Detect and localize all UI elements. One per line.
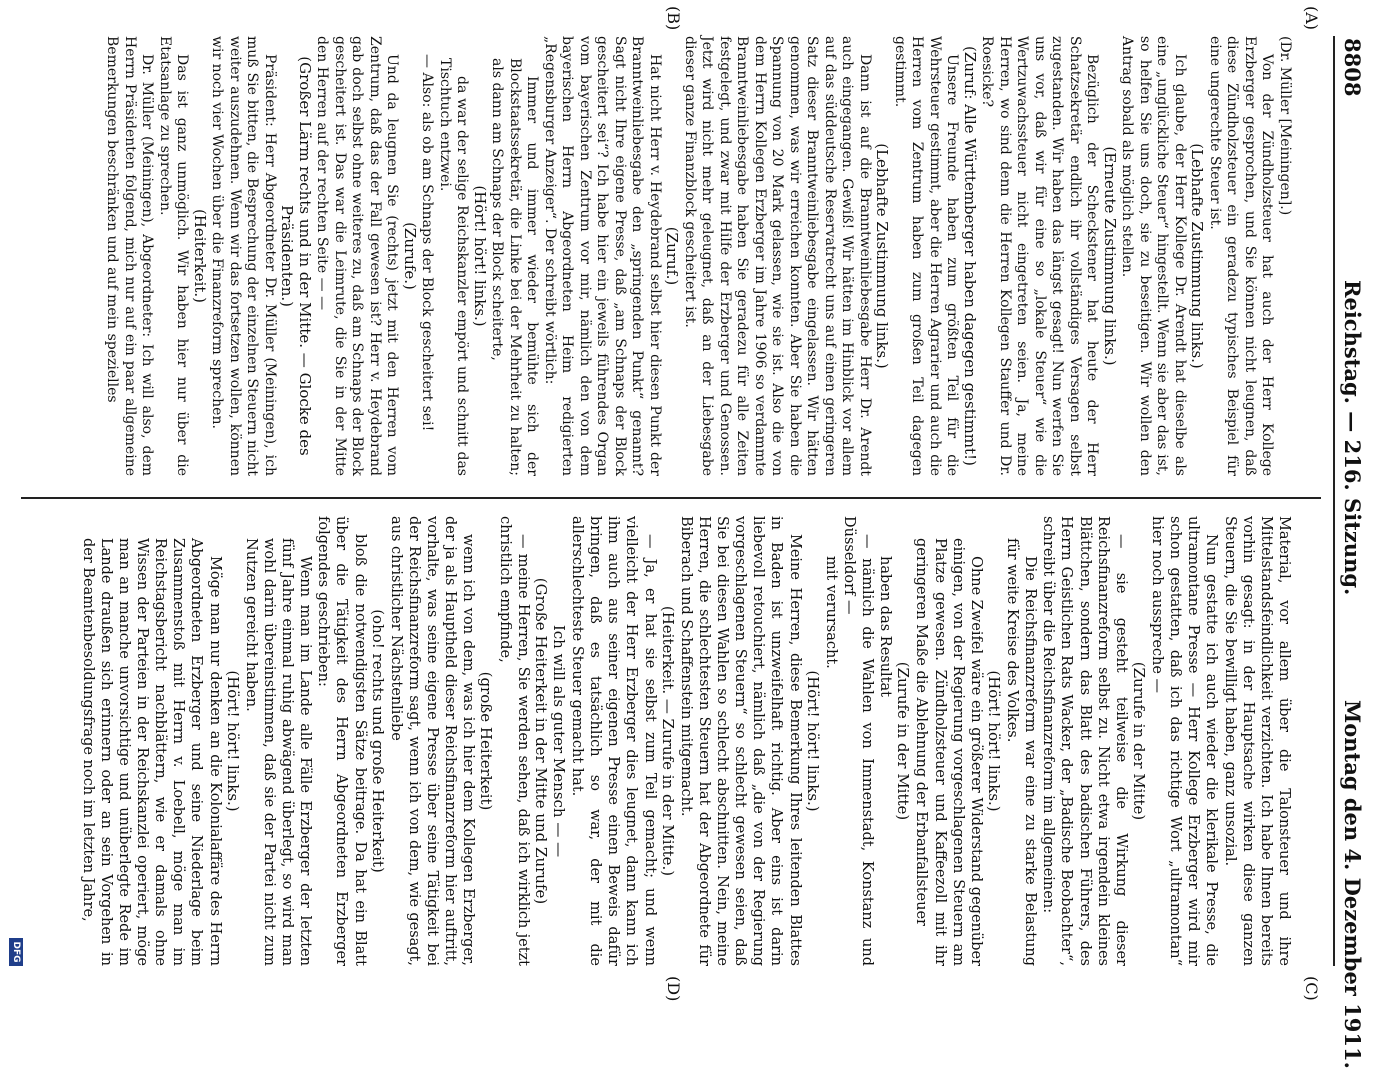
text-paragraph: Möge man nur denken an die Kolonialaffäre des Herrn Abgeordneten Erzberger und seine Niederlage beim Zusammenstoß mit Herrn v. Loebell, möge man im Reichstagsbericht nachblättern, wie er damals ohne Wissen der Parteien in der Reichskanzlei operiert, möge man an manche unvorsichtige und unüberlegte Rede im Lande draußen sich erinnern oder an sein Vorgehen in der Beamtenbesoldungsfrage noch im letzten Jahre, xyxy=(79,538,223,966)
left-text-column xyxy=(103,36,1293,476)
margin-marker-b: (B) xyxy=(664,6,683,31)
page-number: 8808 xyxy=(1340,38,1365,97)
interjection-note: (oho! rechts und große Heiterkeit) xyxy=(368,609,387,873)
text-paragraph: bloß die notwendigsten Sätze beitrage. Da hat ein Blatt über die Tätigkeit des Herrn Abgeordneten Erzberger folgendes geschrieben: xyxy=(315,516,368,966)
interjection-note: Ich will als guter Mensch — — xyxy=(550,624,568,858)
dfg-logo: DFG xyxy=(9,938,23,966)
text-paragraph: Meine Herren, diese Bemerkung Ihres leitenden Blattes in Baden ist unzweifelhaft richtig. Aber eins ist darin liebevoll retouchiert, nämlich daß „die von der Regierung vorgeschlagenen Steuern“ so schlecht gewesen seien, daß Sie bei diesen Wahlen so schlecht abschnitten. Nein, meine Herren, die schlechtesten Steuern hat der Abgeordnete für Biberach und Schaffenstein mitgemacht. xyxy=(677,516,803,966)
interjection-note: (Zurufe.) xyxy=(401,222,419,290)
interjection-note: (Hört! hört! links.) xyxy=(985,670,1003,812)
text-paragraph: — nämlich die Wahlen von Immenstadt, Konstanz und Düsseldorf — xyxy=(841,516,876,966)
interjection-note: (Lebhafte Zustimmung links.) xyxy=(873,143,892,369)
text-paragraph: Dr. Müller (Meiningen), Abgeordneter: Ich will also, dem Herrn Präsidenten folgend, mich nur auf ein paar allgemeine Bemerkungen beschränken und auf mein spezielles xyxy=(104,36,156,476)
page-date: Montag den 4. Dezember 1911. xyxy=(1340,700,1365,1069)
interjection-note: (Hört! hört! links.) xyxy=(803,670,822,812)
text-paragraph: Dann ist auf die Branntweinliebesgabe Herr Dr. Arendt auch eingegangen. Gewiß! Wir hätten im Hinblick vor allem auf das süddeutsche Reservatrecht uns auf einen geringeren Satz dieser Branntweinliebesgabe eingelassen. Wir hätten genommen, was wir erreichen konnten. Aber Sie haben die Spannung von 20 Mark gelassen, wie sie ist. Also die von dem Herrn Kollegen Erzberger im Jahre 1906 so verdammte Branntweinliebesgabe haben Sie geradezu für alle Zeiten festgelegt, und zwar mit Hilfe der Erzberger und Genossen. Jetzt wird nicht mehr geleugnet, daß an der Liebesgabe dieser ganze Finanzblock gescheitert ist. xyxy=(682,36,873,476)
page-title: Reichstag. — 216. Sitzung. xyxy=(1340,280,1365,596)
interjection-note: (Lebhafte Zustimmung links.) xyxy=(1188,143,1207,369)
header-rule xyxy=(1334,36,1336,966)
interjection-note: (Zuruf.) xyxy=(663,226,682,286)
text-paragraph: Ich glaube, der Herr Kollege Dr. Arendt hat dieselbe als eine „unglückliche Steuer“ hingestellt. Wenn sie aber das ist, so helfen Sie uns doch, sie zu beseitigen. Wir wollen den Antrag sobald als möglich stellen. xyxy=(1119,36,1188,476)
text-paragraph: — Ja, er hat sie selbst zum Teil gemacht; und wenn vielleicht der Herr Erzberger dies leugnet, dann kann ich ihm auch aus seiner eigenen Presse einen Beweis dafür bringen, daß es tatsächlich so war, der mit die allerschlechteste Steuer gemacht hat. xyxy=(569,516,658,966)
text-paragraph: Nun gestatte ich auch wieder die klerikale Presse, die ultramontane Presse — Herr Kollege Erzberger wird mir schon gestatten, daß ich das richtige Wort „ultramontan“ hier noch ausspreche — xyxy=(1149,516,1220,966)
column-divider xyxy=(21,497,1321,499)
text-paragraph: Material, vor allem über die Talonsteuer und ihre Mittelstandsfeindlichkeit verzichten. Ich habe Ihnen bereits vorhin gesagt: in der Hauptsache wirken diese ganzen Steuern, die Sie bewilligt haben, ganz unsozial. xyxy=(1221,516,1292,966)
right-text-column xyxy=(79,516,1293,966)
text-paragraph: — Also: als ob am Schnaps der Block gescheitert sei! xyxy=(419,54,436,432)
interjection-note: (Erneute Zustimmung links.) xyxy=(1101,146,1119,366)
interjection-note: (Große Heiterkeit in der Mitte und Zurufe) xyxy=(531,577,550,905)
text-paragraph: Und da leugnen Sie (rechts) jetzt mit den Herren vom Zentrum, daß das der Fall gewesen ist? Herr v. Heydebrand gab doch selbst ohne weiteres zu, daß am Schnaps der Block gescheitert ist. Das war die Leimrute, die Sie in der Mitte den Herren auf der rechten Seite — — xyxy=(314,36,401,476)
text-paragraph: Wenn man im Lande alle Fälle Erzberger der letzten fünf Jahre einmal ruhig abwägend überlegt, so wird man wohl darin übereinstimmen, daß sie der Partei nicht zum Nutzen gereicht haben. xyxy=(242,538,314,966)
text-paragraph: Präsident: Herr Abgeordneter Dr. Müller (Meiningen), ich muß Sie bitten, die Besprechung der einzelnen Steuern nicht weiter auszudehnen. Wenn wir das fortsetzen wollen, können wir noch vier Wochen über die Finanzreform sprechen. xyxy=(209,36,278,476)
interjection-note: (Heiterkeit. — Zurufe in der Mitte.) xyxy=(658,605,677,877)
text-paragraph: Von der Zündholzsteuer hat auch der Herr Kollege Erzberger gesprochen, und Sie können nicht leugnen, daß diese Zündholzsteuer ein geradezu typisches Beispiel für eine ungerechte Steuer ist. xyxy=(1207,36,1276,476)
text-paragraph: haben das Resultat xyxy=(877,556,894,697)
interjection-note: (Zurufe in der Mitte) xyxy=(894,661,913,821)
text-paragraph: Die Reichsfinanzreform war eine zu starke Belastung für weite Kreise des Volkes. xyxy=(1004,538,1039,966)
margin-marker-c: (C) xyxy=(1302,976,1321,1001)
interjection-note: (Heiterkeit.) xyxy=(191,208,209,304)
text-paragraph: da war der selige Reichskanzler empört und schnitt das Tischtuch entzwei. xyxy=(437,58,471,476)
interjection-note: (Hört! hört! links.) xyxy=(471,185,489,327)
margin-marker-a: (A) xyxy=(1302,6,1321,31)
interjection-note: (Zuruf: Alle Württemberger haben dagegen gestimmt!) xyxy=(961,46,979,466)
text-paragraph: — sie gesteht teilweise die Wirkung dieser Reichsfinanzreform selbst zu. Nicht etwa irgendein kleines Blättchen, sondern das Blatt des badischen Führers, des Herrn Geistlichen Rats Wacker, der „Badische Beobachter“, schreibt über die Reichsfinanzreform im allgemeinen: xyxy=(1040,516,1129,966)
text-paragraph: Ohne Zweifel wäre ein größerer Widerstand gegenüber einigen, von der Regierung vorgeschlagenen Steuern am Platze gewesen. Zündholzsteuer und Kaffeezoll mit ihr geringeren Maße die Ablehnung der Erbanfallsteuer xyxy=(913,538,984,966)
margin-marker-d: (D) xyxy=(664,976,683,1002)
interjection-note: (Großer Lärm rechts und in der Mitte. — Glocke des Präsidenten.) xyxy=(278,56,314,456)
text-paragraph: Bezüglich der Scheckstener hat heute der Herr Schatzsekretär endlich ihr vollständiges Versagen selbst zugestanden. Wir haben das längst gesagt! Nun werfen Sie uns vor, daß wir für eine so „lokale Steuer“ wie die Wertzuwachssteuer nicht eingetreten seien. Ja, meine Herren, wo sind denn die Herren Kollegen Stauffer und Dr. Roesicke? xyxy=(979,36,1101,476)
text-paragraph: Unsere Freunde haben zum größten Teil für die Wehrsteuer gestimmt, aber die Herren Agrarier und auch die Herren vom Zentrum haben zum großen Teil dagegen gestimmt. xyxy=(892,36,961,476)
interjection-note: (Zurufe in der Mitte) xyxy=(1130,661,1148,821)
text-paragraph: — meine Herren, Sie werden sehen, daß ich wirklich jetzt christlich empfinde, xyxy=(496,516,531,966)
speaker-label: (Dr. Müller [Meiningen].) xyxy=(1277,36,1293,216)
text-paragraph: Das ist ganz unmöglich. Wir haben hier nur über die Etatsanlage zu sprechen. xyxy=(157,36,191,476)
text-paragraph: mit verursacht. xyxy=(822,556,839,669)
interjection-note: (große Heiterkeit) xyxy=(477,671,496,811)
text-paragraph: Immer und immer wieder bemühte sich der Blockstaatssekretär, die Linke bei der Mehrheit zu halten; als dann am Schnaps der Block scheiterte, xyxy=(489,58,541,476)
interjection-note: (Hört! hört! links.) xyxy=(223,670,242,812)
text-paragraph: Hat nicht Herr v. Heydebrand selbst hier diesen Punkt der Branntweinliebesgabe den „springenden Punkt“ genannt? Sagt nicht Ihre eigene Presse, daß „am Schnaps der Block gescheitert sei“? Ich habe hier ein jeweils führendes Organ vom bayerischen Zentrum vor mir, nämlich den von dem bayerischen Herrn Abgeordneten Heim redigierten „Regensburger Anzeiger“. Der schreibt wörtlich: xyxy=(542,36,663,476)
text-paragraph: wenn ich von dem, was ich hier dem Kollegen Erzberger, der ja als Hauptheld dieser Reichsfinanzreform hier auftritt, vorhalte, was seine eigene Presse über seine Tätigkeit bei der Reichsfinanzreform sagt, wenn ich von dem, wie gesagt, aus christlicher Nächstenliebe xyxy=(387,516,477,966)
